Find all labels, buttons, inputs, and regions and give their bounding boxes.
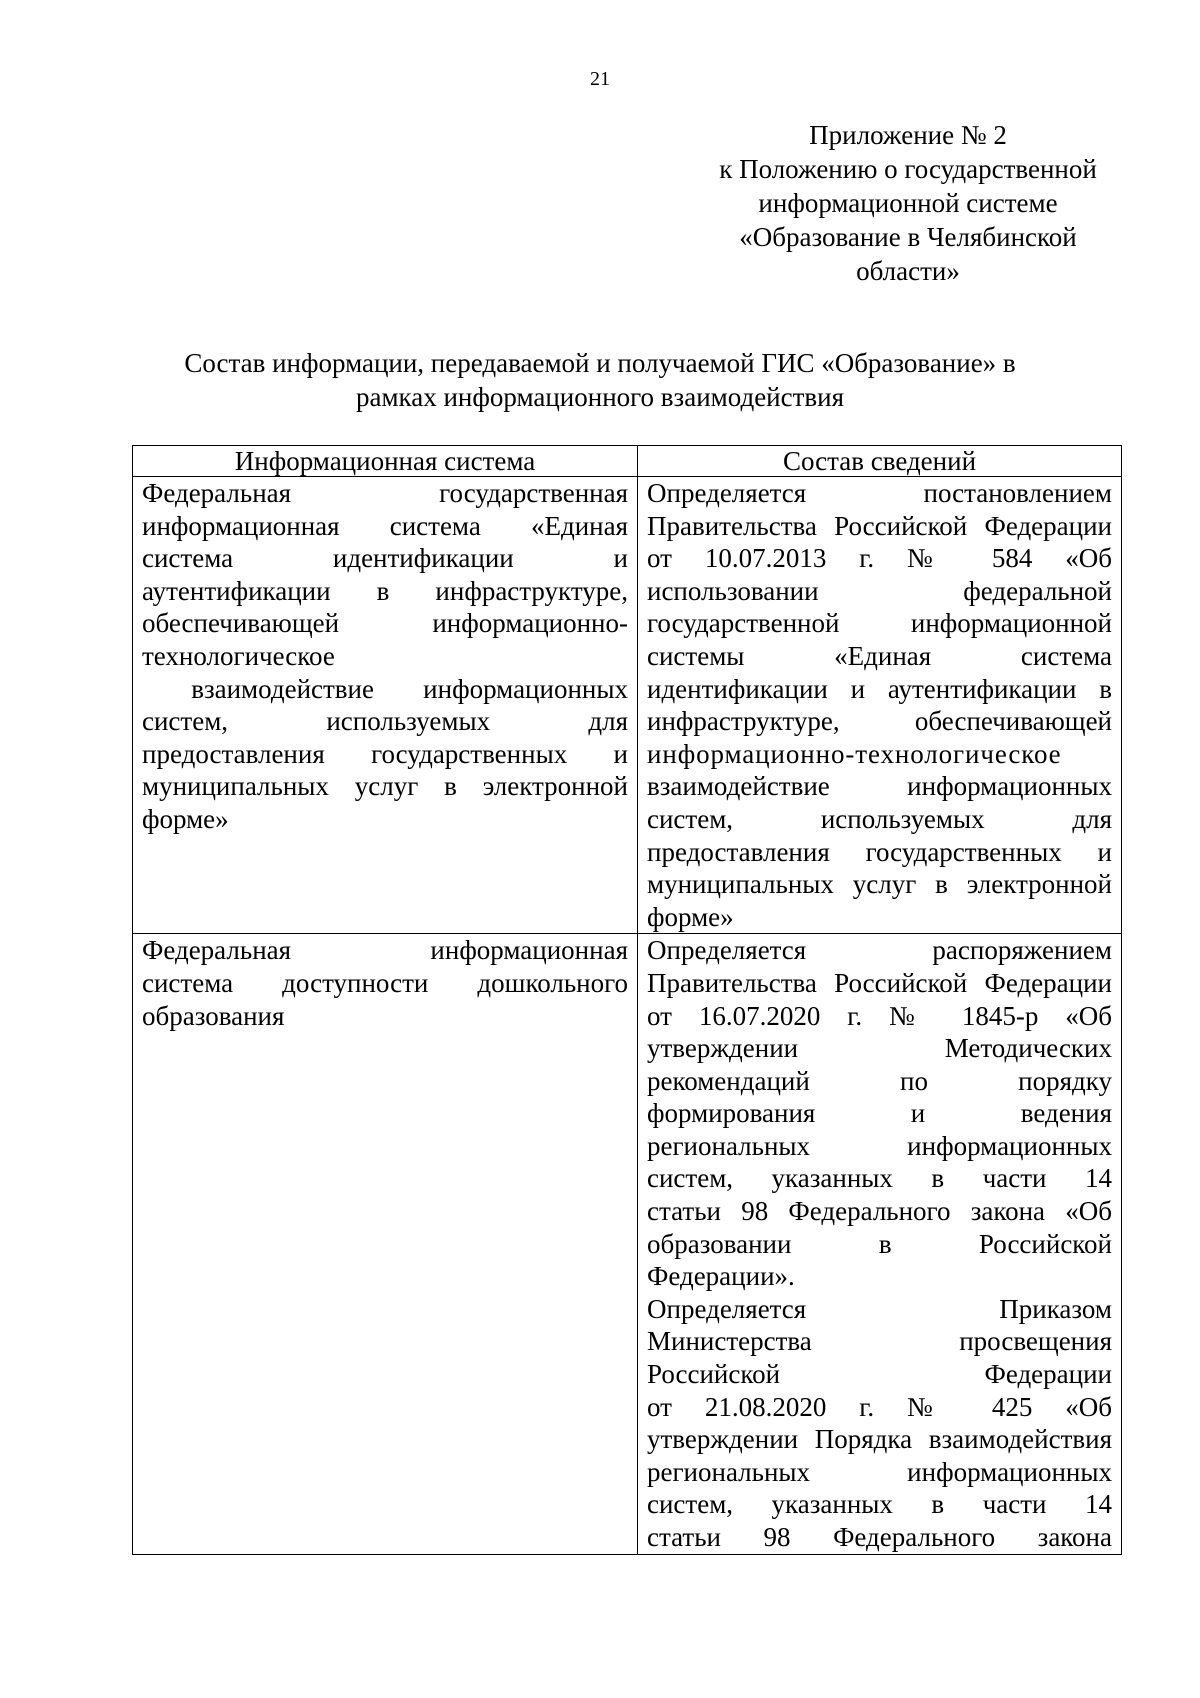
text-line: системы «Единая система [647,640,1112,671]
system-cell [133,477,638,934]
table-row [133,477,1122,934]
text-line: систем, используемых для [142,706,628,737]
text-line: форме» [647,901,734,932]
text-line: Федеральная информационная [142,935,628,966]
text-line: формирования и ведения [647,1098,1112,1129]
details-cell [638,934,1122,1554]
text-line: муниципальных услуг в электронной [142,771,628,802]
text-line: региональных информационных [647,1130,1112,1161]
text-line: информационная система «Единая [142,510,628,541]
text-line: форме» [142,803,229,834]
text-line: образовании в Российской [647,1228,1112,1259]
appendix-line: «Образование в Челябинской [739,222,1077,252]
text-line: утверждении Порядка взаимодействия [647,1424,1112,1455]
text-line: информационно-технологическое [647,738,1062,769]
text-line: систем, указанных в части 14 [647,1489,1112,1520]
text-line: инфраструктуре, обеспечивающей [647,706,1112,737]
text-line: взаимодействие информационных [142,673,628,704]
appendix-line: к Положению о государственной [719,154,1097,184]
text-line: Правительства Российской Федерации [647,967,1112,998]
text-line: систем, используемых для [647,803,1112,834]
text-line: систем, указанных в части 14 [647,1163,1112,1194]
text-line: использовании федеральной [647,575,1112,606]
system-cell [133,934,638,1554]
text-line: региональных информационных [647,1456,1112,1487]
text-line: от 21.08.2020 г. № 425 «Об [647,1391,1112,1422]
text-line: обеспечивающей информационно- [142,608,628,639]
text-line: Определяется Приказом [647,1293,1112,1324]
document-title [110,346,1090,414]
details-cell [638,477,1122,934]
text-line: идентификации и аутентификации в [647,673,1112,704]
title-line: Состав информации, передаваемой и получаемой ГИС «Образование» в [184,348,1016,378]
text-line: система идентификации и [142,543,628,574]
text-line: Определяется распоряжением [647,935,1112,966]
information-table [132,445,1122,1555]
text-line: от 10.07.2013 г. № 584 «Об [647,543,1112,574]
text-line: статьи 98 Федерального закона «Об [647,1196,1112,1227]
table-header-row [133,446,1122,477]
appendix-heading [688,118,1128,288]
text-line: технологическое [142,640,335,671]
text-line: Федеральная государственная [142,478,628,508]
text-line: взаимодействие информационных [647,771,1112,802]
text-line: образования [142,1000,285,1031]
text-line: от 16.07.2020 г. № 1845-р «Об [647,1000,1112,1031]
text-line: Определяется постановлением [647,478,1112,508]
appendix-line: информационной системе [758,188,1058,218]
appendix-line: области» [856,256,960,286]
text-line: предоставления государственных и [647,836,1112,867]
text-line: государственной информационной [647,608,1112,639]
page-number: 21 [590,68,610,90]
text-line: рекомендаций по порядку [647,1065,1112,1096]
appendix-line: Приложение № 2 [809,120,1007,150]
text-line: аутентификации в инфраструктуре, [142,575,628,606]
text-line: муниципальных услуг в электронной [647,869,1112,900]
text-line: Федерации». [647,1261,795,1292]
column-header-details: Состав сведений [638,446,1122,477]
text-line: утверждении Методических [647,1033,1112,1064]
title-line: рамках информационного взаимодействия [355,382,845,412]
column-header-system: Информационная система [133,446,638,477]
text-line: Российской Федерации [647,1359,1112,1390]
text-line: Министерства просвещения [647,1326,1112,1357]
text-line: статьи 98 Федерального закона [647,1522,1112,1552]
text-line: Правительства Российской Федерации [647,510,1112,541]
text-line: система доступности дошкольного [142,967,628,998]
table-row [133,934,1122,1554]
text-line: предоставления государственных и [142,738,628,769]
